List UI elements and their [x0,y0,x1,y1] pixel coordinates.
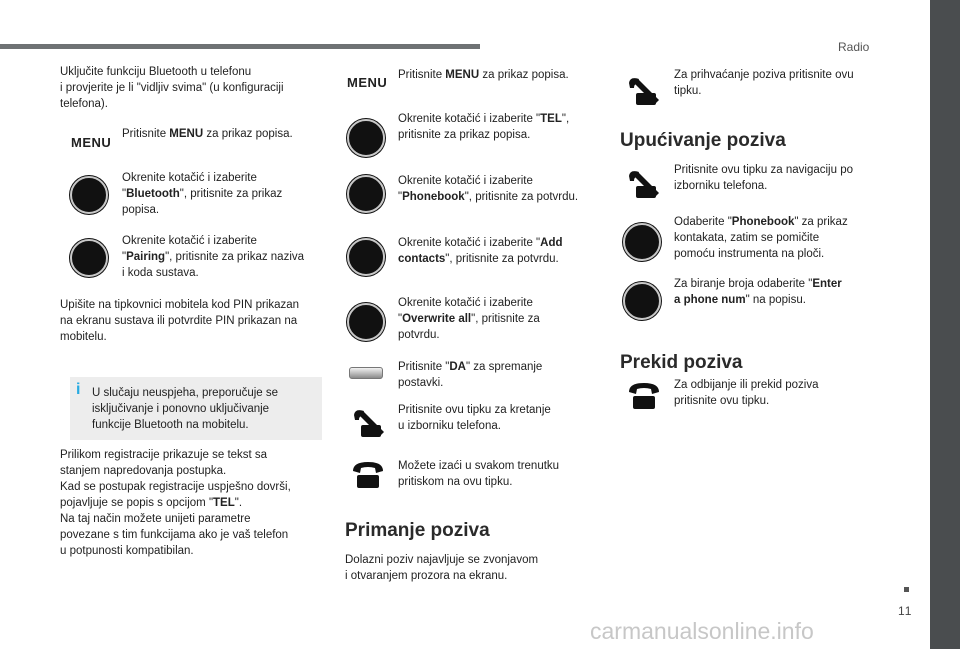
reject-call-text: Za odbijanje ili prekid poziva pritisnite ovu tipku. [674,379,819,407]
intro-text: Uključite funkciju Bluetooth u telefonu i provjerite je li "vidljiv svima" (u konfiguraciji telefona). [60,66,284,110]
confirm-button-icon [349,367,383,379]
heading-end-call: Prekid poziva [620,352,743,373]
pin-text: Upišite na tipkovnici mobitela kod PIN prikazan na ekranu sustava ili potvrdite PIN prikazan na mobitelu. [60,299,300,343]
step-menu-text: Pritisnite MENU za prikaz popisa. [122,128,293,140]
step-phonebook-text: Okrenite kotačić i izaberite "Phonebook", pritisnite za potvrdu. [398,175,579,203]
page-number: 11 [898,604,913,618]
section-name: Radio [838,40,870,54]
step-bluetooth-text: Okrenite kotačić i izaberite "Bluetooth", pritisnite za prikaz popisa. [122,172,283,216]
receive-call-text: Dolazni poziv najavljuje se zvonjavom i otvaranjem prozora na ekranu. [345,554,539,582]
watermark: carmanualsonline.info [590,618,814,644]
phone-answer-icon [625,166,661,200]
phone-hangup-icon [627,381,661,411]
accept-call-text: Za prihvaćanje poziva pritisnite ovu tipku. [674,69,854,97]
step-add-contacts-text: Okrenite kotačić i izaberite "Add contacts", pritisnite za potvrdu. [398,237,563,265]
info-icon: i [76,381,81,398]
page-sidebar [930,0,960,649]
dial-knob-icon [70,239,108,277]
phone-answer-icon [350,405,386,439]
enter-number-text: Za biranje broja odaberite "Enter a phone num" na popisu. [674,278,842,306]
phonebook-text: Odaberite "Phonebook" za prikaz kontakata, zatim se pomičite pomoću instrumenta na ploči. [674,216,848,260]
dial-knob-icon [623,223,661,261]
menu-button-icon: MENU [71,135,112,150]
header-rule [0,44,480,49]
heading-receive-call: Primanje poziva [345,520,490,541]
dial-knob-icon [347,303,385,341]
dial-knob-icon [347,175,385,213]
phone-hangup-icon [351,460,385,490]
step-da-text: Pritisnite "DA" za spremanje postavki. [398,361,543,389]
info-text: U slučaju neuspjeha, preporučuje se isključivanje i ponovno uključivanje funkcije Bluetooth na mobitelu. [92,387,279,431]
step-phone-menu-text: Pritisnite ovu tipku za kretanje u izborniku telefona. [398,404,551,432]
navigate-phone-text: Pritisnite ovu tipku za navigaciju po izborniku telefona. [674,164,853,192]
page-marker [904,587,909,592]
step-overwrite-text: Okrenite kotačić i izaberite "Overwrite all", pritisnite za potvrdu. [398,297,540,341]
step-menu-text: Pritisnite MENU za prikaz popisa. [398,69,569,81]
heading-make-call: Upućivanje poziva [620,130,786,151]
dial-knob-icon [347,119,385,157]
step-tel-text: Okrenite kotačić i izaberite "TEL", pritisnite za prikaz popisa. [398,113,570,141]
dial-knob-icon [70,176,108,214]
step-exit-text: Možete izaći u svakom trenutku pritiskom na ovu tipku. [398,460,560,488]
registration-text: Prilikom registracije prikazuje se tekst sa stanjem napredovanja postupka. Kad se postupak registracije uspješno dovrši, pojavljuje se popis s opcijom "TEL". Na taj način možete unijeti parametre povezane s tim funkcijama ako je vaš telefon u potpunosti kompatibilan. [60,449,291,557]
dial-knob-icon [347,238,385,276]
phone-answer-icon [625,73,661,107]
menu-button-icon: MENU [347,75,388,90]
step-pairing-text: Okrenite kotačić i izaberite "Pairing", pritisnite za prikaz naziva i koda sustava. [122,235,305,279]
dial-knob-icon [623,282,661,320]
